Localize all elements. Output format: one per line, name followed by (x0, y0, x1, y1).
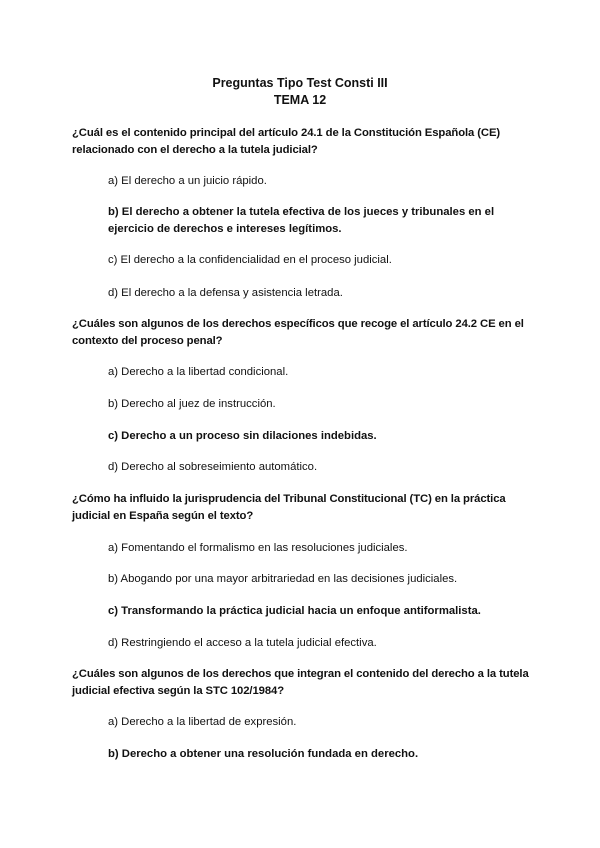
q2-option-a: a) Derecho a la libertad condicional. (108, 366, 289, 378)
question-1: ¿Cuál es el contenido principal del artículo 24.1 de la Constitución Española (CE) relacionado con el derecho a la tutela judicial? (72, 127, 501, 156)
q2-option-c-correct: c) Derecho a un proceso sin dilaciones indebidas. (108, 430, 377, 442)
question-2: ¿Cuáles son algunos de los derechos específicos que recoge el artículo 24.2 CE en el contexto del proceso penal? (72, 318, 524, 347)
q4-option-a: a) Derecho a la libertad de expresión. (108, 716, 297, 728)
document-subtitle: TEMA 12 (273, 93, 327, 107)
q3-option-b: b) Abogando por una mayor arbitrariedad en las decisiones judiciales. (108, 573, 458, 585)
q4-option-b-correct: b) Derecho a obtener una resolución fundada en derecho. (108, 748, 419, 760)
q3-option-c-correct: c) Transformando la práctica judicial hacia un enfoque antiformalista. (108, 605, 481, 617)
question-4: ¿Cuáles son algunos de los derechos que integran el contenido del derecho a la tutela judicial efectiva según la STC 102/1984? (72, 668, 529, 697)
document-title: Preguntas Tipo Test Consti III (212, 76, 388, 90)
q3-option-a: a) Fomentando el formalismo en las resoluciones judiciales. (108, 542, 408, 554)
question-3: ¿Cómo ha influido la jurisprudencia del Tribunal Constitucional (TC) en la práctica judicial en España según el texto? (72, 493, 506, 522)
q3-option-d: d) Restringiendo el acceso a la tutela judicial efectiva. (108, 637, 377, 649)
q1-option-a: a) El derecho a un juicio rápido. (108, 175, 267, 187)
q1-option-d: d) El derecho a la defensa y asistencia letrada. (108, 287, 343, 299)
q2-option-d: d) Derecho al sobreseimiento automático. (108, 461, 318, 473)
q1-option-c: c) El derecho a la confidencialidad en el proceso judicial. (108, 254, 392, 266)
q2-option-b: b) Derecho al juez de instrucción. (108, 398, 276, 410)
q1-option-b-correct: b) El derecho a obtener la tutela efectiva de los jueces y tribunales en el ejercicio de derechos e intereses legítimos. (108, 206, 495, 235)
